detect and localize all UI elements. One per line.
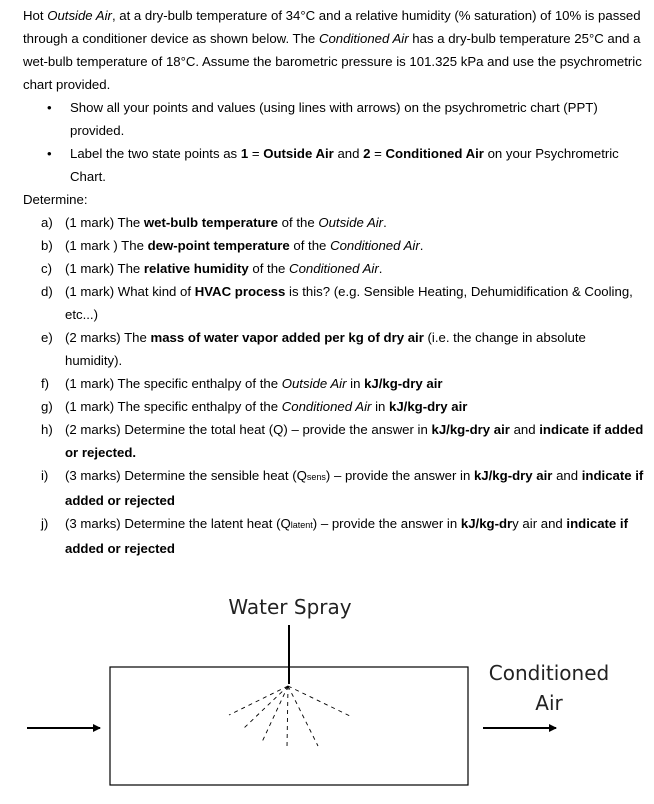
q-text: (2 marks) Determine the total heat (Q) – provide the answer in: [65, 422, 432, 437]
bullet-dot-icon: •: [47, 146, 52, 161]
q-text: (1 mark) The: [65, 261, 144, 276]
bullet-bold: 1: [240, 146, 249, 161]
spray-pattern: [229, 686, 350, 747]
spray-line: [262, 686, 288, 742]
bullet-text: on your Psychrometric Chart.: [70, 146, 619, 184]
q-text: is this? (e.g. Sensible Heating, Dehumidification & Cooling, etc...): [65, 284, 633, 322]
bullet-item: [23, 96, 645, 142]
q-text: (3 marks) Determine the sensible heat (Q: [65, 468, 307, 483]
intro-paragraph: [23, 4, 645, 96]
q-text: (i.e. the change in absolute humidity).: [65, 330, 586, 368]
question-j: [23, 512, 645, 560]
question-label: j): [41, 516, 49, 531]
intro-outside-air: Outside Air: [47, 8, 112, 23]
q-bold: indicate if added or rejected: [65, 468, 644, 508]
question-f: [23, 372, 645, 395]
q-bold: kJ/kg-dry air: [473, 468, 553, 483]
q-text: y air and: [512, 516, 567, 531]
question-c: [23, 257, 645, 280]
bullet-bold: 2: [363, 146, 371, 161]
q-text: in: [346, 376, 365, 391]
question-label: d): [41, 284, 53, 299]
question-h: [23, 418, 645, 464]
conditioner-diagram: [0, 560, 654, 804]
q-subscript: latent: [290, 520, 313, 530]
q-italic: Conditioned Air: [281, 399, 372, 414]
question-label: c): [41, 261, 52, 276]
q-text: of the: [278, 215, 319, 230]
question-label: h): [41, 422, 53, 437]
intro-conditioned-air: Conditioned Air: [318, 31, 409, 46]
question-label: e): [41, 330, 53, 345]
intro-text: Hot: [23, 8, 48, 23]
q-italic: Outside Air: [281, 376, 347, 391]
instruction-bullets: [23, 96, 645, 188]
q-text: (1 mark) What kind of: [65, 284, 195, 299]
question-label: b): [41, 238, 53, 253]
q-text: (1 mark) The: [65, 215, 144, 230]
q-text: (3 marks) Determine the latent heat (Q: [65, 516, 291, 531]
q-bold: dew-point temperature: [147, 238, 290, 253]
determine-heading: Determine:: [23, 192, 88, 207]
question-g: [23, 395, 645, 418]
q-bold: relative humidity: [143, 261, 249, 276]
q-bold: mass of water vapor added per kg of dry air: [150, 330, 424, 345]
conditioned-air-label-1: Conditioned: [488, 661, 610, 685]
bullet-bold: Outside Air: [263, 146, 334, 161]
q-text: of the: [289, 238, 331, 253]
bullet-text: =: [370, 146, 386, 161]
q-bold: indicate if added or rejected.: [65, 422, 644, 460]
question-label: f): [41, 376, 50, 391]
q-italic: Conditioned Air: [289, 261, 379, 276]
q-bold: kJ/kg-dry air: [389, 399, 468, 414]
bullet-text: Show all your points and values (using lines with arrows) on the psychrometric chart (PPT) provided.: [70, 100, 598, 138]
q-text: (1 mark ) The: [65, 238, 148, 253]
question-label: i): [41, 468, 49, 483]
spray-line: [229, 686, 288, 715]
q-bold: HVAC process: [194, 284, 286, 299]
spray-line: [287, 686, 288, 747]
q-bold: wet-bulb temperature: [143, 215, 278, 230]
question-d: [23, 280, 645, 326]
q-text: and: [552, 468, 582, 483]
q-text: in: [371, 399, 389, 414]
conditioner-box: [110, 667, 468, 785]
q-text: ) – provide the answer in: [325, 468, 474, 483]
q-text: ) – provide the answer in: [312, 516, 461, 531]
question-label: a): [41, 215, 53, 230]
q-bold: kJ/kg-dry air: [364, 376, 443, 391]
intro-text: , at a dry-bulb temperature of 34°C and a relative humidity (% saturation) of 10% is passed through a conditioner device as shown below. The: [23, 8, 641, 46]
q-text: (2 marks) The: [65, 330, 151, 345]
bullet-bold: Conditioned Air: [385, 146, 484, 161]
bullet-dot-icon: •: [47, 100, 52, 115]
question-list: [23, 211, 645, 560]
q-italic: Conditioned Air: [330, 238, 420, 253]
question-e: [23, 326, 645, 372]
q-bold: kJ/kg-dry air: [431, 422, 510, 437]
question-i: [23, 464, 645, 512]
question-b: [23, 234, 645, 257]
bullet-text: =: [248, 146, 264, 161]
spray-line: [288, 686, 350, 716]
q-text: (1 mark) The specific enthalpy of the: [65, 399, 282, 414]
spray-line: [288, 686, 318, 746]
question-label: g): [41, 399, 53, 414]
q-text: .: [378, 261, 383, 276]
q-bold: kJ/kg-dr: [460, 516, 513, 531]
q-text: of the: [248, 261, 290, 276]
intro-text: has a dry-bulb temperature 25°C and a wet-bulb temperature of 18°C. Assume the barometric pressure is 101.325 kPa and use the psychrometric chart provided.: [23, 31, 642, 92]
bullet-item: [23, 142, 645, 188]
q-subscript: sens: [306, 472, 326, 482]
q-italic: Outside Air: [318, 215, 384, 230]
bullet-text: Label the two state points as: [70, 146, 241, 161]
q-text: .: [383, 215, 387, 230]
spray-line: [244, 686, 288, 728]
question-a: [23, 211, 645, 234]
bullet-text: and: [333, 146, 364, 161]
document-body: [23, 4, 645, 560]
q-bold: indicate if added or rejected: [65, 516, 628, 556]
q-text: .: [419, 238, 424, 253]
water-spray-label: Water Spray: [228, 595, 352, 619]
q-text: (1 mark) The specific enthalpy of the: [65, 376, 282, 391]
q-text: and: [509, 422, 540, 437]
conditioned-air-label-2: Air: [535, 691, 563, 715]
